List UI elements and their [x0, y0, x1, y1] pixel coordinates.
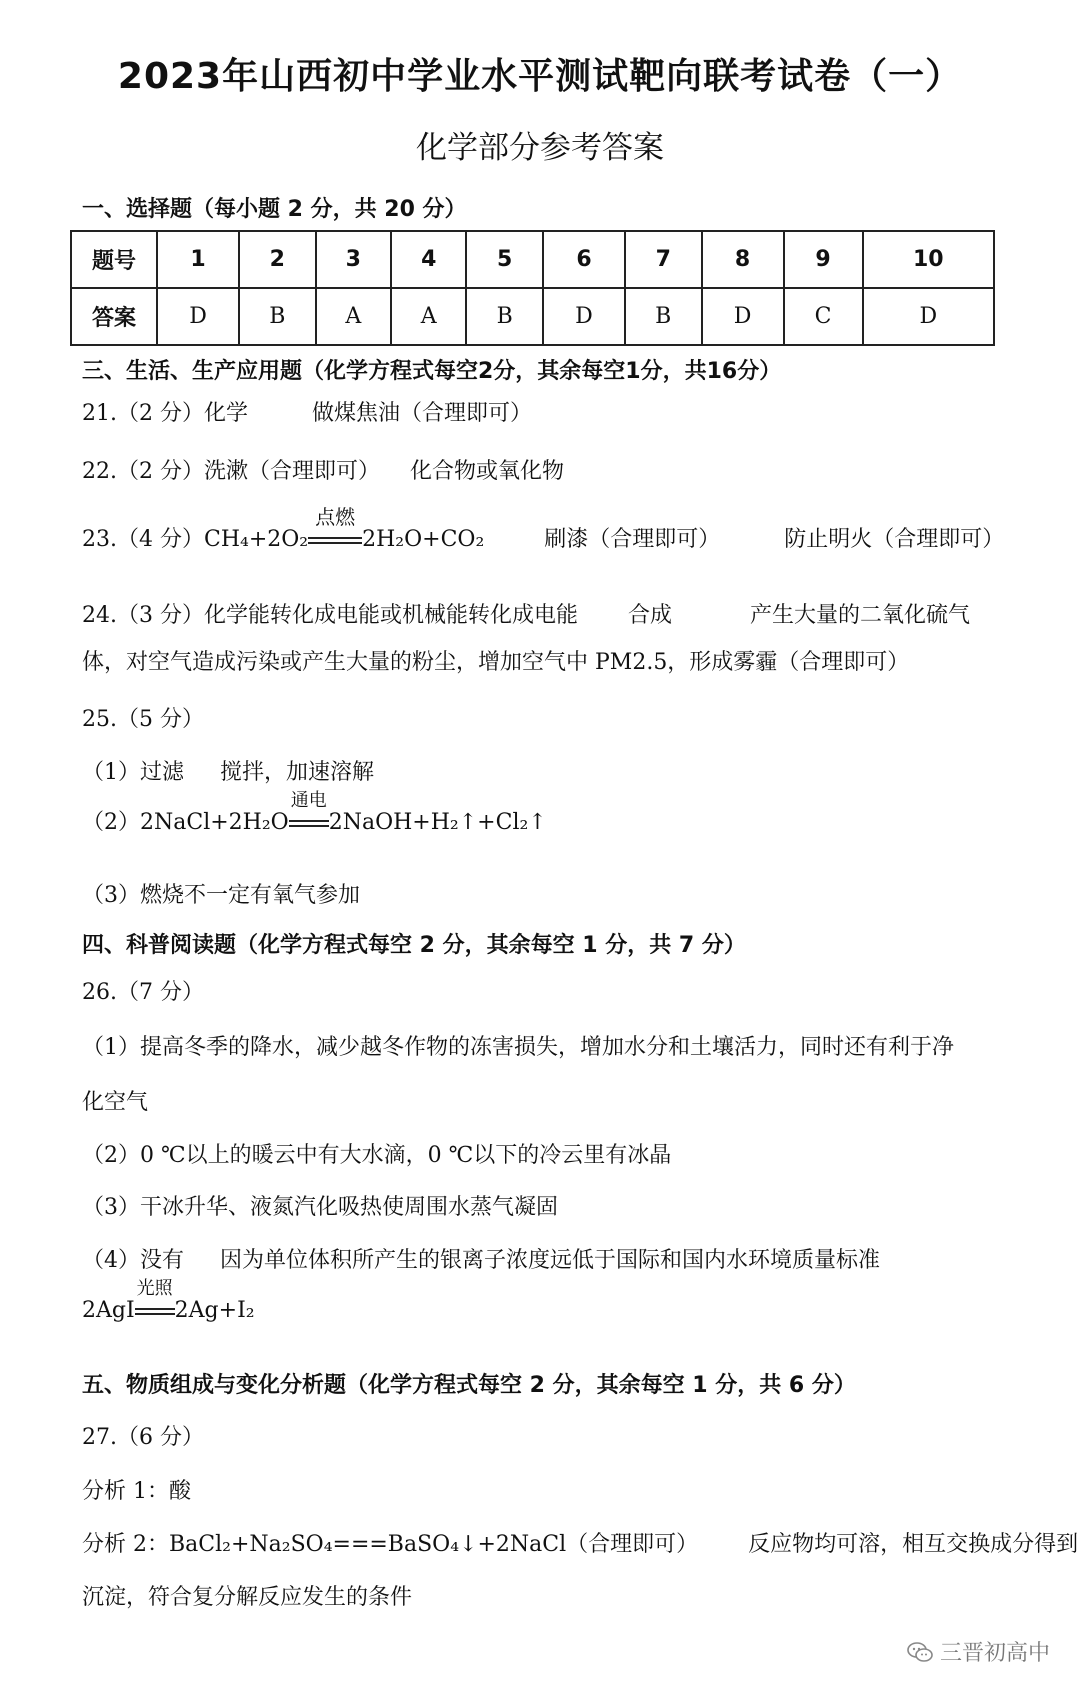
page-title: 2023年山西初中学业水平测试靶向联考试卷（一） — [117, 56, 963, 97]
condition-label: 点燃 — [315, 505, 356, 529]
answer-text: 防止明火（合理即可） — [784, 527, 1005, 552]
equals-bar — [135, 1308, 175, 1315]
answer-text: 搅拌，加速溶解 — [220, 760, 375, 785]
equals-bar — [308, 537, 362, 544]
answer-q21 — [82, 396, 532, 427]
question-number: 23.（4 分） — [82, 527, 204, 552]
reaction-condition — [135, 1278, 175, 1323]
table-cell: B — [625, 288, 702, 345]
section1-heading: 一、选择题（每小题 2 分，共 20 分） — [82, 197, 467, 222]
table-cell: C — [784, 288, 863, 345]
answer-text: 合成 — [628, 603, 673, 628]
answer-text: 洗漱（合理即可） — [203, 459, 380, 484]
equation-text: 分析 2：BaCl₂+Na₂SO₄===BaSO₄↓+2NaCl（合理即可） — [82, 1532, 699, 1557]
answer-q26-2: （2）0 ℃以上的暖云中有大水滴，0 ℃以下的冷云里有冰晶 — [82, 1143, 672, 1168]
table-cell: 3 — [316, 231, 391, 288]
question-number: 22.（2 分） — [82, 459, 204, 484]
question-number: 25.（5 分） — [82, 707, 204, 732]
table-cell: 5 — [466, 231, 543, 288]
answer-text: （4）没有 — [82, 1248, 184, 1273]
answer-q26-1: （1）提高冬季的降水，减少越冬作物的冻害损失，增加水分和土壤活力，同时还有利于净 — [82, 1035, 955, 1060]
answer-text: 化学能转化成电能或机械能转化成电能 — [203, 603, 578, 628]
answer-text: （1）过滤 — [82, 760, 184, 785]
answer-text: 反应物均可溶，相互交换成分得到 — [748, 1532, 1079, 1557]
table-cell: A — [391, 288, 466, 345]
answer-q27-1: 分析 1：酸 — [82, 1479, 191, 1504]
table-cell: D — [543, 288, 625, 345]
answer-q26-1-cont: 化空气 — [82, 1090, 149, 1115]
table-cell: 7 — [625, 231, 702, 288]
table-cell: D — [863, 288, 994, 345]
answer-text: 产生大量的二氧化硫气 — [750, 603, 971, 628]
table-cell: B — [239, 288, 316, 345]
answer-q22 — [82, 454, 564, 485]
equation-right: 2H₂O+CO₂ — [362, 527, 485, 552]
answer-q24-cont: 体，对空气造成污染或产生大量的粉尘，增加空气中 PM2.5，形成雾霾（合理即可） — [82, 650, 910, 675]
table-cell: D — [702, 288, 784, 345]
table-cell: 4 — [391, 231, 466, 288]
row-label: 题号 — [71, 231, 157, 288]
reaction-condition — [289, 790, 329, 835]
reaction-condition — [308, 505, 362, 552]
equation-left: CH₄+2O₂ — [203, 527, 309, 552]
answer-q24 — [82, 598, 970, 629]
answer-text: 因为单位体积所产生的银离子浓度远低于国际和国内水环境质量标准 — [220, 1248, 881, 1273]
question-number: 27.（6 分） — [82, 1425, 204, 1450]
question-number: 24.（3 分） — [82, 603, 204, 628]
table-cell: 6 — [543, 231, 625, 288]
question-number: 21.（2 分） — [82, 401, 204, 426]
section4-heading: 四、科普阅读题（化学方程式每空 2 分，其余每空 1 分，共 7 分） — [82, 933, 746, 958]
watermark-text: 三晋初高中 — [939, 1641, 1050, 1666]
page-subtitle: 化学部分参考答案 — [416, 130, 664, 166]
table-cell: B — [466, 288, 543, 345]
table-cell: 8 — [702, 231, 784, 288]
answer-text: 做煤焦油（合理即可） — [312, 401, 533, 426]
answer-text: （2） — [82, 810, 140, 835]
watermark — [906, 1636, 1050, 1667]
table-cell: 2 — [239, 231, 316, 288]
answer-q27-2-cont: 沉淀，符合复分解反应发生的条件 — [82, 1585, 413, 1610]
wechat-icon — [906, 1641, 934, 1663]
table-cell: 1 — [157, 231, 239, 288]
answer-q27-2 — [82, 1527, 1078, 1558]
table-cell: D — [157, 288, 239, 345]
answer-q26-4-eq — [82, 1278, 255, 1323]
section5-heading: 五、物质组成与变化分析题（化学方程式每空 2 分，其余每空 1 分，共 6 分） — [82, 1373, 856, 1398]
table-cell: 9 — [784, 231, 863, 288]
answer-q26-3: （3）干冰升华、液氮汽化吸热使周围水蒸气凝固 — [82, 1195, 558, 1220]
answer-q25-2 — [82, 790, 547, 836]
section3-heading: 三、生活、生产应用题（化学方程式每空2分，其余每空1分，共16分） — [82, 359, 782, 384]
equation-left: 2NaCl+2H₂O — [140, 810, 289, 835]
answer-text: 刷漆（合理即可） — [544, 527, 721, 552]
answer-q23 — [82, 505, 1005, 553]
table-cell: A — [316, 288, 391, 345]
equation-right: 2Ag+I₂ — [174, 1298, 255, 1323]
equals-bar — [289, 820, 329, 827]
condition-label: 光照 — [136, 1278, 173, 1299]
table-row-numbers — [71, 231, 994, 288]
answer-text: 化学 — [203, 401, 248, 426]
answer-q25-3: （3）燃烧不一定有氧气参加 — [82, 883, 360, 908]
condition-label: 通电 — [290, 790, 327, 811]
answer-q26-4 — [82, 1243, 880, 1274]
equation-right: 2NaOH+H₂↑+Cl₂↑ — [328, 810, 547, 835]
answer-table — [70, 230, 995, 346]
table-cell: 10 — [863, 231, 994, 288]
answer-text: 化合物或氧化物 — [410, 459, 565, 484]
answer-q25-1 — [82, 755, 374, 786]
question-number: 26.（7 分） — [82, 980, 204, 1005]
equation-left: 2AgI — [82, 1298, 135, 1323]
row-label: 答案 — [71, 288, 157, 345]
table-row-answers — [71, 288, 994, 345]
